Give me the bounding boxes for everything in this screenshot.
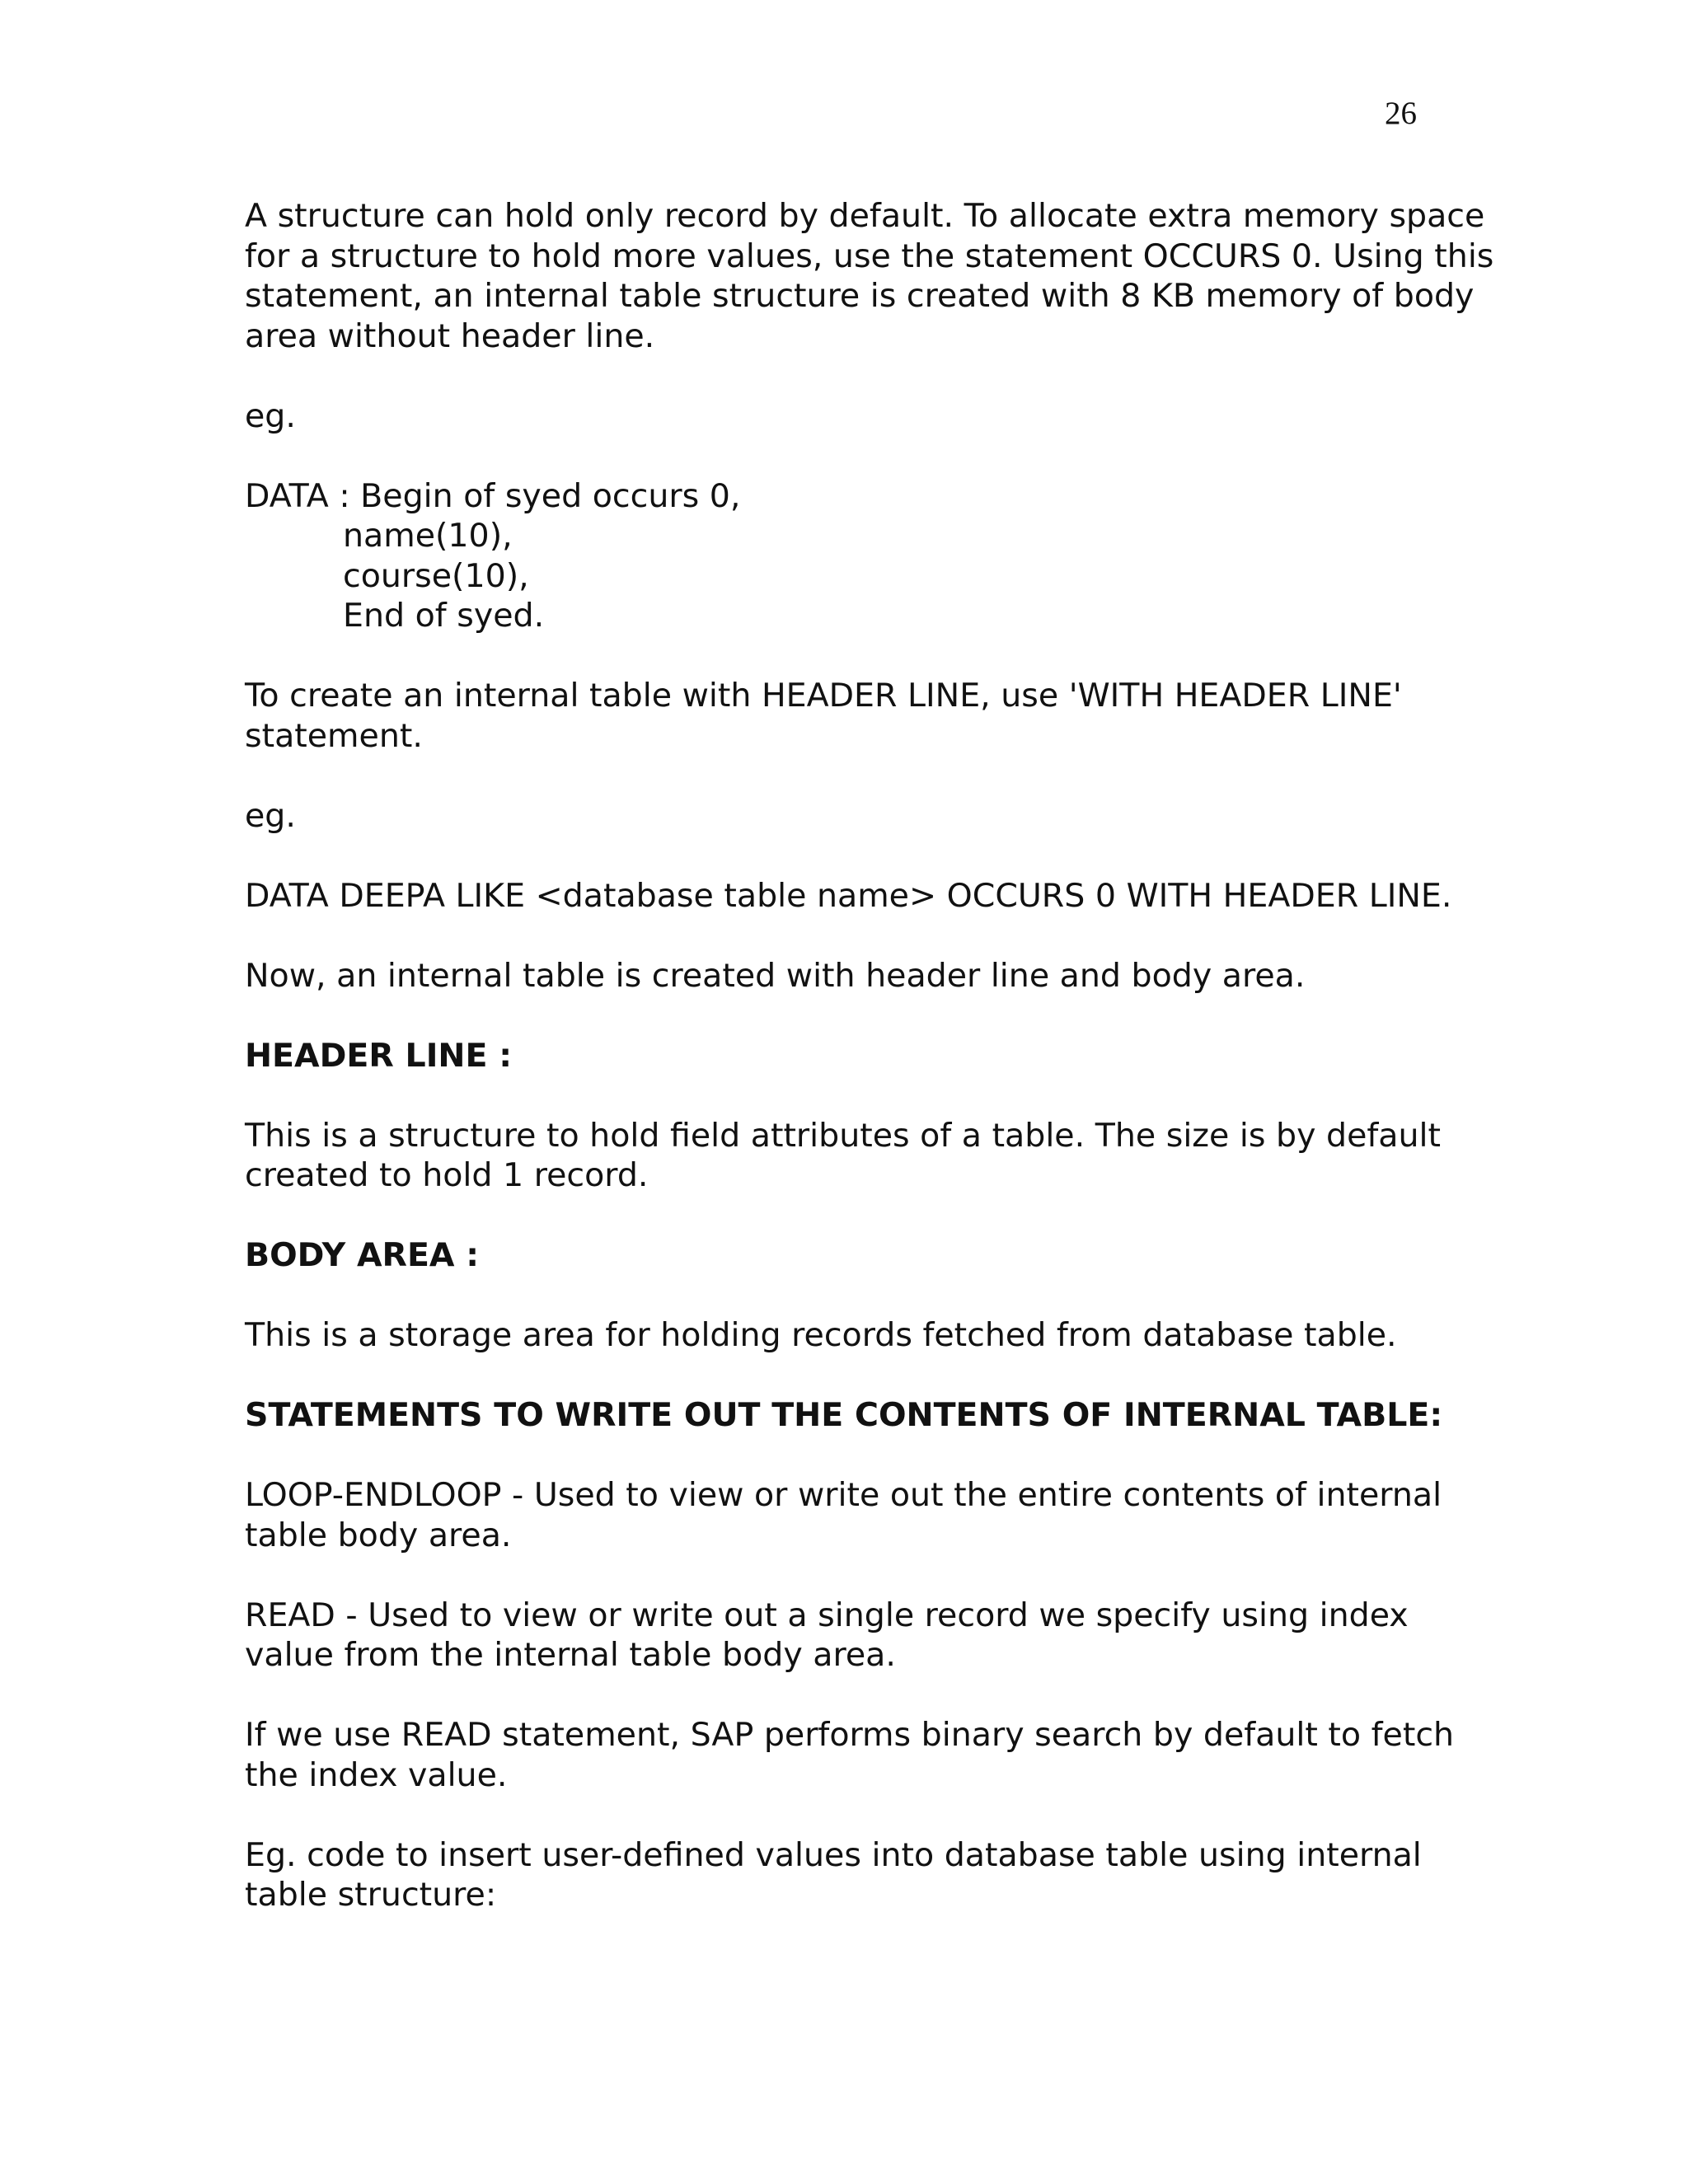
text-line: This is a storage area for holding records fetched from database table. <box>245 1316 1397 1354</box>
read-paragraph <box>245 1596 1531 1675</box>
now-paragraph <box>245 956 1531 996</box>
text-line: A structure can hold only record by default. To allocate extra memory space <box>245 197 1485 235</box>
intro-paragraph <box>245 196 1531 356</box>
text-line: This is a structure to hold field attributes of a table. The size is by default <box>245 1116 1441 1155</box>
text-line: Now, an internal table is created with header line and body area. <box>245 956 1306 995</box>
section-heading: STATEMENTS TO WRITE OUT THE CONTENTS OF INTERNAL TABLE: <box>245 1396 1443 1434</box>
example-label <box>245 396 1531 437</box>
section-heading-body-area <box>245 1235 1531 1276</box>
text-line: area without header line. <box>245 316 655 355</box>
text-line: created to hold 1 record. <box>245 1156 649 1194</box>
section-heading: BODY AREA : <box>245 1236 480 1274</box>
code-line: name(10), <box>343 517 513 555</box>
section-heading-statements <box>245 1395 1531 1436</box>
text-line: READ - Used to view or write out a single record we specify using index <box>245 1596 1409 1634</box>
header-line-description <box>245 1116 1531 1196</box>
text-line: If we use READ statement, SAP performs binary search by default to fetch <box>245 1716 1455 1754</box>
loop-endloop-paragraph <box>245 1475 1531 1555</box>
example-label-text: eg. <box>245 796 296 835</box>
example-label <box>245 796 1531 837</box>
text-line: statement, an internal table structure is created with 8 KB memory of body <box>245 277 1475 315</box>
code-line: DATA : Begin of syed occurs 0, <box>245 476 741 515</box>
section-heading-header-line <box>245 1036 1531 1076</box>
text-line: To create an internal table with HEADER LINE, use 'WITH HEADER LINE' <box>245 677 1402 715</box>
insert-example-paragraph <box>245 1835 1531 1915</box>
text-line: the index value. <box>245 1755 508 1794</box>
text-line: Eg. code to insert user-defined values into database table using internal <box>245 1835 1422 1874</box>
text-line: statement. <box>245 716 423 755</box>
code-line: DATA DEEPA LIKE <database table name> OCCURS 0 WITH HEADER LINE. <box>245 876 1452 915</box>
binary-search-paragraph <box>245 1715 1531 1795</box>
code-line: course(10), <box>343 556 529 595</box>
text-line: for a structure to hold more values, use the statement OCCURS 0. Using this <box>245 237 1494 275</box>
section-heading: HEADER LINE : <box>245 1036 513 1075</box>
text-line: table body area. <box>245 1516 512 1554</box>
code-example-header-line <box>245 876 1531 916</box>
body-area-description <box>245 1315 1531 1356</box>
text-line: LOOP-ENDLOOP - Used to view or write out the entire contents of internal <box>245 1476 1442 1514</box>
header-line-intro-paragraph <box>245 676 1531 756</box>
document-body <box>245 196 1531 1955</box>
text-line: table structure: <box>245 1876 497 1914</box>
code-example-structure <box>245 476 1531 636</box>
text-line: value from the internal table body area. <box>245 1636 896 1674</box>
page-number: 26 <box>1385 96 1417 131</box>
code-line: End of syed. <box>343 597 545 635</box>
example-label-text: eg. <box>245 396 296 435</box>
